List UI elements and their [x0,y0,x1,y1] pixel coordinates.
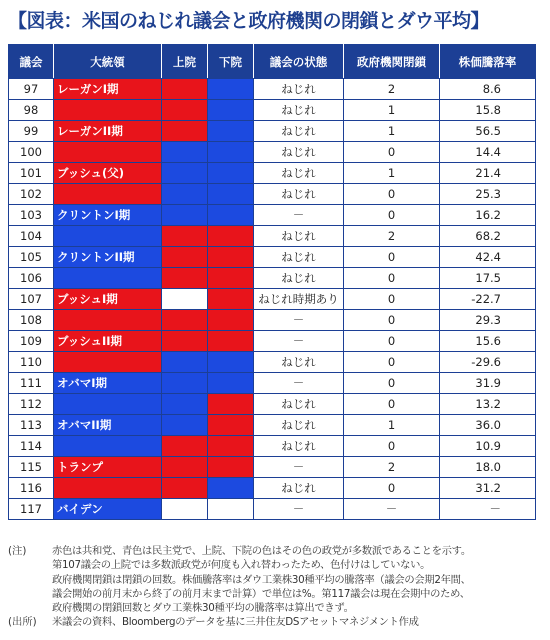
header-congress: 議会 [9,45,54,79]
senate-cell [162,247,208,268]
table-row [9,268,536,289]
status-cell: ねじれ [254,100,344,121]
table-row [9,184,536,205]
house-cell [208,436,254,457]
table-row [9,352,536,373]
president-cell: クリントンII期 [54,247,162,268]
status-cell: ねじれ [254,352,344,373]
senate-cell [162,163,208,184]
president-cell: ブッシュ(父) [54,163,162,184]
president-cell: オバマI期 [54,373,162,394]
stock-change-cell: 36.0 [440,415,536,436]
congress-cell: 101 [9,163,54,184]
shutdowns-cell: 1 [344,100,440,121]
status-cell: ねじれ [254,184,344,205]
house-cell [208,394,254,415]
status-cell: ねじれ [254,226,344,247]
status-cell: － [254,373,344,394]
congress-cell: 112 [9,394,54,415]
notes [8,544,544,630]
congress-cell: 114 [9,436,54,457]
president-cell: レーガンI期 [54,79,162,100]
congress-cell: 107 [9,289,54,310]
status-cell: ねじれ [254,79,344,100]
president-cell [54,352,162,373]
president-cell [54,100,162,121]
stock-change-cell: 15.6 [440,331,536,352]
header-status: 議会の状態 [254,45,344,79]
table-row [9,394,536,415]
table-row [9,247,536,268]
congress-cell: 102 [9,184,54,205]
congress-cell: 117 [9,499,54,520]
senate-cell [162,478,208,499]
shutdowns-cell: 0 [344,394,440,415]
status-cell: ねじれ時期あり [254,289,344,310]
status-cell: － [254,205,344,226]
status-cell: ねじれ [254,121,344,142]
president-cell [54,268,162,289]
status-cell: ねじれ [254,142,344,163]
table-row [9,226,536,247]
shutdowns-cell: 0 [344,436,440,457]
president-cell: クリントンI期 [54,205,162,226]
house-cell [208,331,254,352]
congress-cell: 98 [9,100,54,121]
house-cell [208,268,254,289]
shutdowns-cell: 0 [344,331,440,352]
president-cell [54,478,162,499]
header-president: 大統領 [54,45,162,79]
senate-cell [162,331,208,352]
congress-cell: 105 [9,247,54,268]
congress-cell: 104 [9,226,54,247]
header-shutdowns: 政府機関閉鎖 [344,45,440,79]
header-stock-change: 株価騰落率 [440,45,536,79]
senate-cell [162,79,208,100]
senate-cell [162,394,208,415]
stock-change-cell: 68.2 [440,226,536,247]
status-cell: ねじれ [254,394,344,415]
shutdowns-cell: 0 [344,184,440,205]
table-row [9,436,536,457]
senate-cell [162,142,208,163]
status-cell: － [254,457,344,478]
status-cell: ねじれ [254,415,344,436]
table-row [9,499,536,520]
shutdowns-cell: 2 [344,79,440,100]
note-label: (注) [8,545,27,557]
shutdowns-cell: 2 [344,226,440,247]
status-cell: ねじれ [254,478,344,499]
table-row [9,100,536,121]
house-cell [208,205,254,226]
house-cell [208,352,254,373]
stock-change-cell: 17.5 [440,268,536,289]
senate-cell [162,184,208,205]
note-line: 赤色は共和党、青色は民主党で、上院、下院の色はその色の政党が多数派であることを示す。 [52,545,471,557]
congress-cell: 106 [9,268,54,289]
president-cell: ブッシュI期 [54,289,162,310]
house-cell [208,100,254,121]
stock-change-cell: 31.2 [440,478,536,499]
congress-cell: 108 [9,310,54,331]
status-cell: － [254,310,344,331]
shutdowns-cell: 0 [344,268,440,289]
table-row [9,79,536,100]
president-cell: オバマII期 [54,415,162,436]
shutdowns-cell: 1 [344,163,440,184]
status-cell: ねじれ [254,268,344,289]
stock-change-cell: 13.2 [440,394,536,415]
table-row [9,457,536,478]
senate-cell [162,436,208,457]
shutdowns-cell: 0 [344,142,440,163]
shutdowns-cell: 0 [344,289,440,310]
senate-cell [162,352,208,373]
house-cell [208,289,254,310]
table-row [9,310,536,331]
president-cell [54,142,162,163]
house-cell [208,226,254,247]
senate-cell [162,226,208,247]
shutdowns-cell: 0 [344,310,440,331]
status-cell: ねじれ [254,163,344,184]
congress-table [8,44,536,520]
stock-change-cell: -22.7 [440,289,536,310]
shutdowns-cell: 1 [344,121,440,142]
senate-cell [162,205,208,226]
congress-cell: 110 [9,352,54,373]
senate-cell [162,499,208,520]
shutdowns-cell: － [344,499,440,520]
congress-cell: 109 [9,331,54,352]
congress-cell: 115 [9,457,54,478]
house-cell [208,121,254,142]
stock-change-cell: 25.3 [440,184,536,205]
president-cell [54,394,162,415]
shutdowns-cell: 0 [344,247,440,268]
stock-change-cell: 18.0 [440,457,536,478]
congress-cell: 100 [9,142,54,163]
senate-cell [162,121,208,142]
senate-cell [162,415,208,436]
house-cell [208,79,254,100]
source-text: 米議会の資料、Bloombergのデータを基に三井住友DSアセットマネジメント作成 [52,616,419,629]
page-title: 【図表：米国のねじれ議会と政府機関の閉鎖とダウ平均】 [8,10,490,32]
stock-change-cell: 15.8 [440,100,536,121]
president-cell [54,436,162,457]
stock-change-cell: 8.6 [440,79,536,100]
header-row [9,45,536,79]
senate-cell [162,289,208,310]
congress-cell: 97 [9,79,54,100]
house-cell [208,478,254,499]
status-cell: － [254,499,344,520]
senate-cell [162,100,208,121]
congress-cell: 113 [9,415,54,436]
shutdowns-cell: 2 [344,457,440,478]
congress-cell: 111 [9,373,54,394]
stock-change-cell: -29.6 [440,352,536,373]
stock-change-cell: 14.4 [440,142,536,163]
status-cell: － [254,331,344,352]
senate-cell [162,310,208,331]
house-cell [208,142,254,163]
president-cell: レーガンII期 [54,121,162,142]
stock-change-cell: 10.9 [440,436,536,457]
stock-change-cell: 21.4 [440,163,536,184]
house-cell [208,310,254,331]
table-row [9,142,536,163]
congress-cell: 99 [9,121,54,142]
shutdowns-cell: 0 [344,373,440,394]
senate-cell [162,457,208,478]
header-senate: 上院 [162,45,208,79]
table-row [9,373,536,394]
president-cell: トランプ [54,457,162,478]
president-cell: ブッシュII期 [54,331,162,352]
table-row [9,478,536,499]
source-label: (出所) [8,616,37,629]
table-row [9,121,536,142]
shutdowns-cell: 0 [344,478,440,499]
senate-cell [162,373,208,394]
president-cell [54,310,162,331]
shutdowns-cell: 0 [344,352,440,373]
congress-cell: 103 [9,205,54,226]
house-cell [208,163,254,184]
note-line: 政府機関閉鎖は閉鎖の回数。株価騰落率はダウ工業株30種平均の騰落率（議会の会期2年間、 [52,573,471,586]
shutdowns-cell: 1 [344,415,440,436]
table-row [9,289,536,310]
president-cell: バイデン [54,499,162,520]
house-cell [208,499,254,520]
house-cell [208,457,254,478]
stock-change-cell: 29.3 [440,310,536,331]
status-cell: ねじれ [254,247,344,268]
house-cell [208,373,254,394]
congress-cell: 116 [9,478,54,499]
table-row [9,163,536,184]
stock-change-cell: 16.2 [440,205,536,226]
house-cell [208,247,254,268]
table-row [9,331,536,352]
note-line: 議会開始の前月末から終了の前月末まで計算）で単位は%。第117議会は現在会期中のため、 [52,587,470,600]
senate-cell [162,268,208,289]
note-line: 政府機関の閉鎖回数とダウ工業株30種平均の騰落率は算出できず。 [52,602,354,615]
shutdowns-cell: 0 [344,205,440,226]
header-house: 下院 [208,45,254,79]
stock-change-cell: － [440,499,536,520]
status-cell: ねじれ [254,436,344,457]
president-cell [54,184,162,205]
table-row [9,205,536,226]
note-line: 第107議会の上院では多数派政党が何度も入れ替わったため、色付けはしていない。 [52,559,431,572]
house-cell [208,415,254,436]
stock-change-cell: 31.9 [440,373,536,394]
table-row [9,415,536,436]
stock-change-cell: 42.4 [440,247,536,268]
stock-change-cell: 56.5 [440,121,536,142]
house-cell [208,184,254,205]
president-cell [54,226,162,247]
